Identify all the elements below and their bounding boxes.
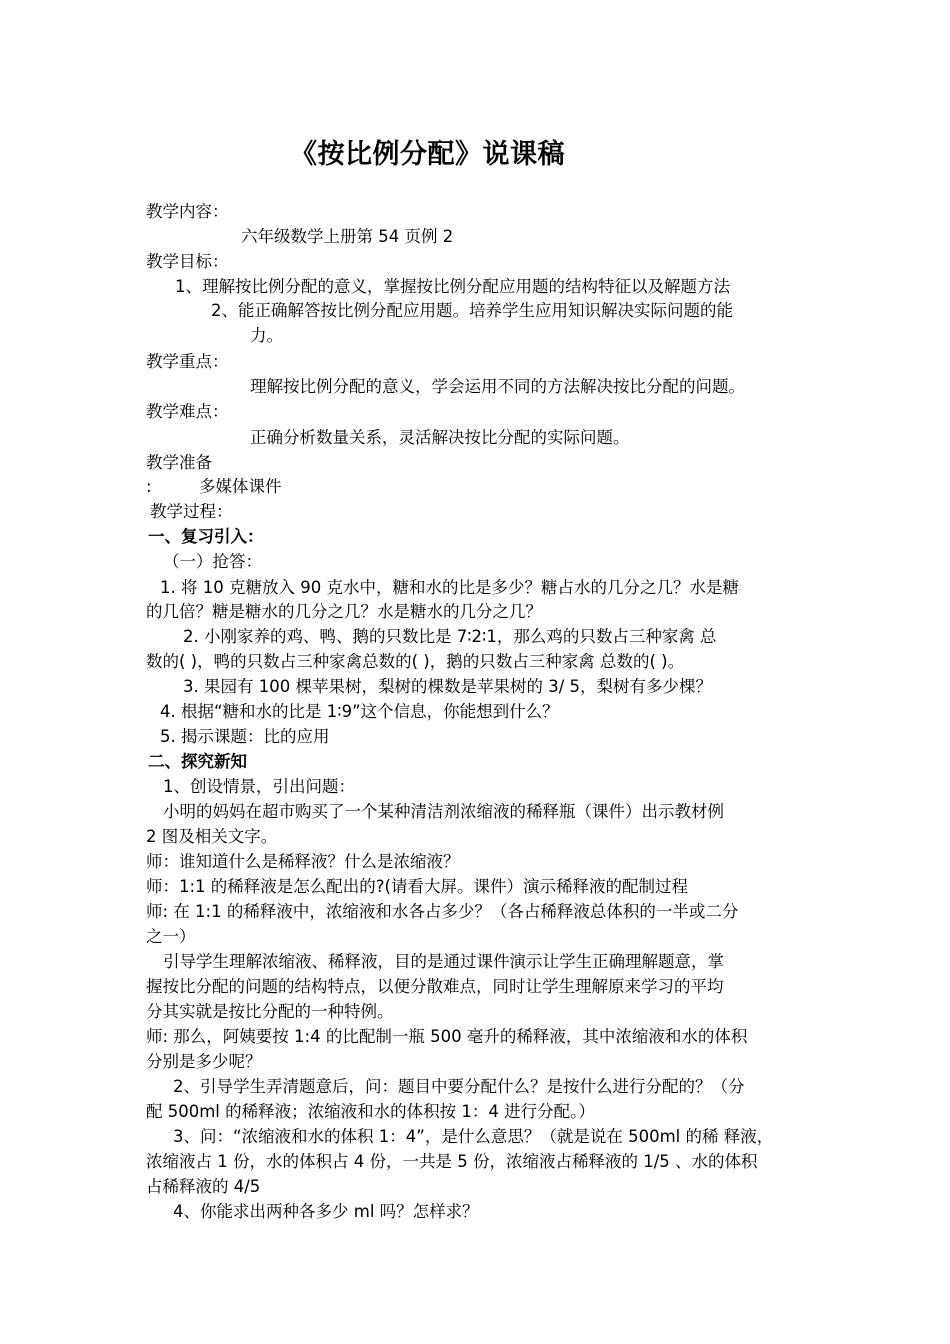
paragraph-line: 1. 将 10 克糖放入 90 克水中，糖和水的比是多少？糖占水的几分之几？水是糖 — [160, 578, 739, 597]
paragraph-line: 正确分析数量关系，灵活解决按比分配的实际问题。 — [250, 428, 630, 447]
paragraph-line: 小明的妈妈在超市购买了一个某种清洁剂浓缩液的稀释瓶（课件）出示教材例 — [163, 802, 724, 821]
paragraph-line: 握按比分配的问题的结构特点，以便分散难点，同时让学生理解原来学习的平均 — [146, 977, 724, 996]
paragraph-line: 理解按比例分配的意义，学会运用不同的方法解决按比分配的问题。 — [250, 377, 745, 396]
paragraph-line: 2、能正确解答按比例分配应用题。培养学生应用知识解决实际问题的能 — [211, 301, 733, 320]
paragraph-line: 师: 在 1:1 的稀释液中，浓缩液和水各占多少？（各占稀释液总体积的一半或二分 — [146, 902, 739, 921]
paragraph-line: 3. 果园有 100 棵苹果树，梨树的棵数是苹果树的 3/ 5，梨树有多少棵？ — [183, 677, 713, 696]
paragraph-line: : — [146, 477, 152, 496]
paragraph-line: 1、创设情景，引出问题： — [163, 777, 355, 796]
paragraph-line: 浓缩液占 1 份，水的体积占 4 份，一共是 5 份，浓缩液占稀释液的 1/5 、水的体积 — [146, 1152, 758, 1171]
paragraph-line: 4. 根据“糖和水的比是 1∶9”这个信息，你能想到什么？ — [160, 702, 559, 721]
paragraph-line: 的几倍？糖是糖水的几分之几？水是糖水的几分之几？ — [146, 602, 542, 621]
paragraph-line: 分其实就是按比分配的一种特例。 — [146, 1002, 394, 1021]
paragraph-line: 配 500ml 的稀释液；浓缩液和水的体积按 1：4 进行分配。） — [146, 1102, 595, 1121]
section-heading: 一、复习引入： — [148, 527, 264, 546]
paragraph-line: 六年级数学上册第 54 页例 2 — [241, 227, 454, 246]
document-title: 《按比例分配》说课稿 — [290, 139, 565, 170]
paragraph-line: 2. 小刚家养的鸡、鸭、鹅的只数比是 7∶2∶1，那么鸡的只数占三种家禽 总 — [183, 627, 717, 646]
paragraph-line: 力。 — [250, 326, 283, 345]
paragraph-line: 师：1:1 的稀释液是怎么配出的?(请看大屏。课件）演示稀释液的配制过程 — [146, 877, 688, 896]
section-label-teaching-goals: 教学目标： — [146, 252, 229, 271]
section-label-key-points: 教学重点： — [146, 352, 229, 371]
paragraph-line: 分别是多少呢？ — [146, 1052, 262, 1071]
paragraph-line: 2 图及相关文字。 — [146, 827, 278, 846]
paragraph-line: 3、问：“浓缩液和水的体积 1：4”，是什么意思？（就是说在 500ml 的稀 释液， — [173, 1127, 774, 1146]
section-label-preparation: 教学准备 — [146, 453, 212, 472]
paragraph-line: 1、理解按比例分配的意义，掌握按比例分配应用题的结构特征以及解题方法 — [175, 277, 730, 296]
paragraph-line: 数的( )，鸭的只数占三种家禽总数的( )，鹅的只数占三种家禽 总数的( )。 — [146, 652, 685, 671]
paragraph-line: （一）抢答： — [163, 552, 262, 571]
paragraph-line: 引导学生理解浓缩液、稀释液，目的是通过课件演示让学生正确理解题意，掌 — [163, 952, 724, 971]
paragraph-line: 4、你能求出两种各多少 ml 吗？怎样求？ — [173, 1202, 479, 1221]
section-label-difficulties: 教学难点： — [146, 402, 229, 421]
paragraph-line: 之一） — [146, 927, 196, 946]
paragraph-line: 师: 那么，阿姨要按 1:4 的比配制一瓶 500 毫升的稀释液，其中浓缩液和水的体积 — [146, 1027, 748, 1046]
section-label-teaching-content: 教学内容： — [146, 202, 229, 221]
section-heading: 二、探究新知 — [148, 752, 247, 771]
paragraph-line: 5. 揭示课题：比的应用 — [160, 727, 330, 746]
paragraph-line: 2、引导学生弄清题意后，问：题目中要分配什么？是按什么进行分配的？（分 — [173, 1077, 745, 1096]
paragraph-line: 多媒体课件 — [199, 477, 282, 496]
section-label-process: 教学过程： — [150, 502, 233, 521]
paragraph-line: 师：谁知道什么是稀释液？什么是浓缩液？ — [146, 852, 460, 871]
paragraph-line: 占稀释液的 4/5 — [146, 1177, 261, 1196]
